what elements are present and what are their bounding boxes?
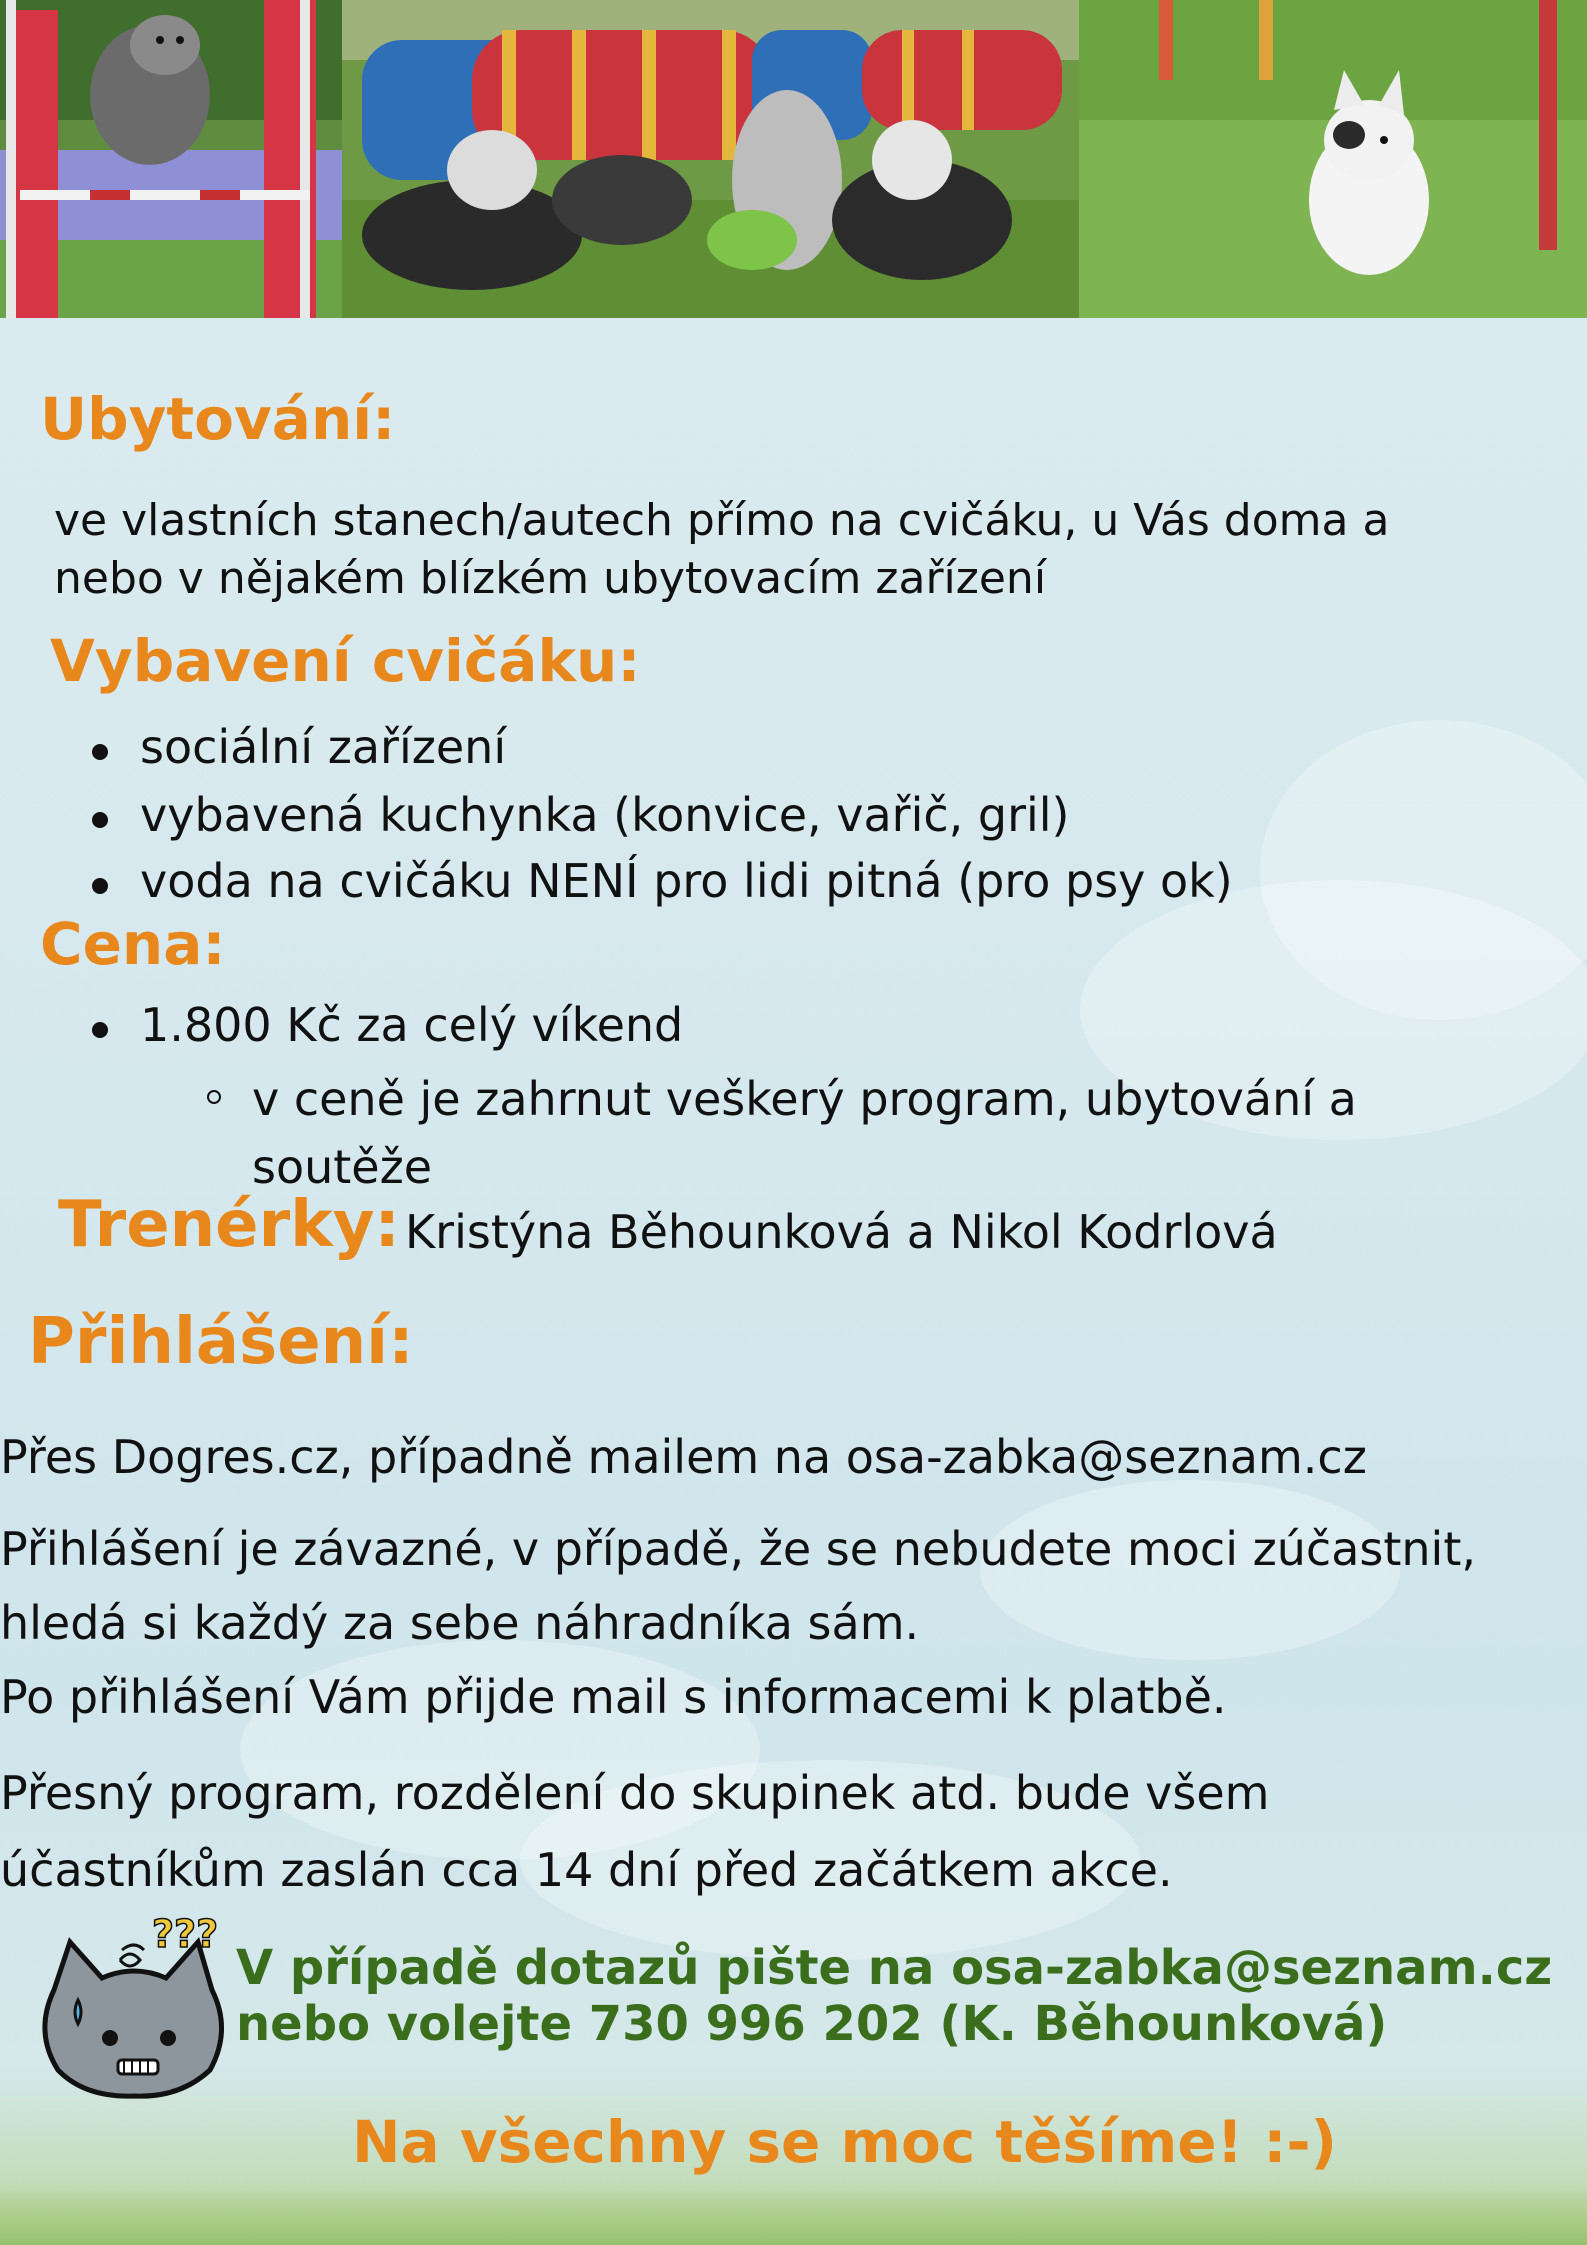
trainers-heading: Trenérky:	[58, 1188, 400, 1262]
registration-heading: Přihlášení:	[28, 1305, 414, 1379]
equipment-heading: Vybavení cvičáku:	[50, 627, 641, 695]
photo-dogs-by-agility-tunnel	[342, 0, 1079, 318]
registration-text: Po přihlášení Vám přijde mail s informacemi k platbě.	[0, 1670, 1227, 1724]
price-sub-item: v ceně je zahrnut veškerý program, ubytování a	[252, 1072, 1357, 1126]
photo-small-dog-running	[1079, 0, 1587, 318]
photo-strip	[0, 0, 1587, 318]
registration-text: účastníkům zaslán cca 14 dní před začátkem akce.	[0, 1843, 1173, 1897]
equipment-item: sociální zařízení	[140, 720, 507, 774]
registration-text: Přes Dogres.cz, případně mailem na osa-zabka@seznam.cz	[0, 1430, 1367, 1484]
photo-dog-jumping-hurdle	[0, 0, 342, 318]
sub-bullet	[207, 1090, 221, 1104]
question-marks: ???	[152, 1912, 219, 1956]
bullet	[92, 878, 108, 894]
bullet	[92, 812, 108, 828]
registration-text: Přesný program, rozdělení do skupinek atd. bude všem	[0, 1766, 1270, 1820]
equipment-item: voda na cvičáku NENÍ pro lidi pitná (pro psy ok)	[140, 854, 1233, 908]
accommodation-heading: Ubytování:	[40, 385, 396, 453]
bullet	[92, 1022, 108, 1038]
equipment-item: vybavená kuchynka (konvice, vařič, gril)	[140, 788, 1070, 842]
trainers-names: Kristýna Běhounková a Nikol Kodrlová	[405, 1205, 1278, 1259]
price-sub-item: soutěže	[252, 1140, 433, 1194]
price-heading: Cena:	[40, 910, 226, 978]
price-item: 1.800 Kč za celý víkend	[140, 998, 684, 1052]
registration-text: Přihlášení je závazné, v případě, že se nebudete moci zúčastnit,	[0, 1522, 1476, 1576]
registration-text: hledá si každý za sebe náhradníka sám.	[0, 1596, 920, 1650]
contact-line: nebo volejte 730 996 202 (K. Běhounková)	[236, 1996, 1388, 2052]
contact-line: V případě dotazů pište na osa-zabka@seznam.cz	[236, 1940, 1553, 1996]
accommodation-text-line: nebo v nějakém blízkém ubytovacím zařízení	[54, 553, 1047, 604]
bullet	[92, 744, 108, 760]
grass-strip	[0, 2185, 1587, 2245]
accommodation-text-line: ve vlastních stanech/autech přímo na cvičáku, u Vás doma a	[54, 495, 1390, 546]
closing-text: Na všechny se moc těšíme! :-)	[352, 2108, 1338, 2176]
confused-cat-icon	[40, 1912, 240, 2100]
